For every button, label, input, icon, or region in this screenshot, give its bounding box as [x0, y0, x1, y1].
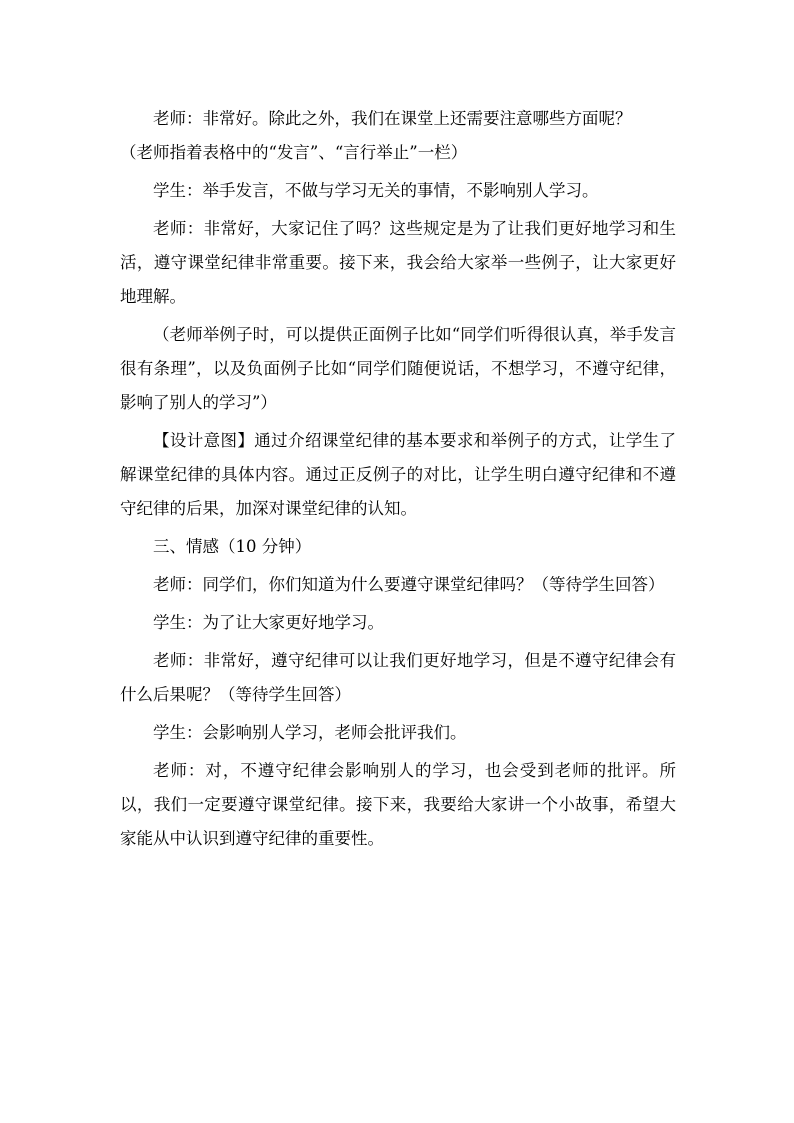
document-body [120, 102, 676, 856]
paragraph-teacher-consequence: 老师：非常好，遵守纪律可以让我们更好地学习，但是不遵守纪律会有什么后果呢？（等待学生回答） [120, 651, 676, 704]
paragraph-examples-note: （老师举例子时，可以提供正面例子比如“同学们听得很认真，举手发言很有条理”，以及负面例子比如“同学们随便说话，不想学习，不遵守纪律，影响了别人的学习”） [120, 325, 676, 412]
paragraph-design-intent: 【设计意图】通过介绍课堂纪律的基本要求和举例子的方式，让学生了解课堂纪律的具体内容。通过正反例子的对比，让学生明白遵守纪律和不遵守纪律的后果，加深对课堂纪律的认知。 [120, 431, 676, 518]
paragraph-teacher-action: （老师指着表格中的“发言”、“言行举止”一栏） [120, 143, 468, 162]
paragraph-student-consequence: 学生：会影响别人学习，老师会批评我们。 [153, 723, 467, 742]
section-heading-emotion: 三、情感（10 分钟） [153, 537, 312, 556]
paragraph-teacher-explanation: 老师：非常好，大家记住了吗？这些规定是为了让我们更好地学习和生活，遵守课堂纪律非常重要。接下来，我会给大家举一些例子，让大家更好地理解。 [120, 219, 676, 306]
paragraph-teacher-why: 老师：同学们，你们知道为什么要遵守课堂纪律吗？（等待学生回答） [153, 575, 665, 594]
paragraph-student-answer: 学生：举手发言，不做与学习无关的事情，不影响别人学习。 [153, 181, 599, 200]
paragraph-teacher-question: 老师：非常好。除此之外，我们在课堂上还需要注意哪些方面呢？ [153, 109, 632, 128]
paragraph-teacher-story: 老师：对，不遵守纪律会影响别人的学习，也会受到老师的批评。所以，我们一定要遵守课堂纪律。接下来，我要给大家讲一个小故事，希望大家能从中认识到遵守纪律的重要性。 [120, 761, 676, 848]
paragraph-student-reason: 学生：为了让大家更好地学习。 [153, 613, 384, 632]
